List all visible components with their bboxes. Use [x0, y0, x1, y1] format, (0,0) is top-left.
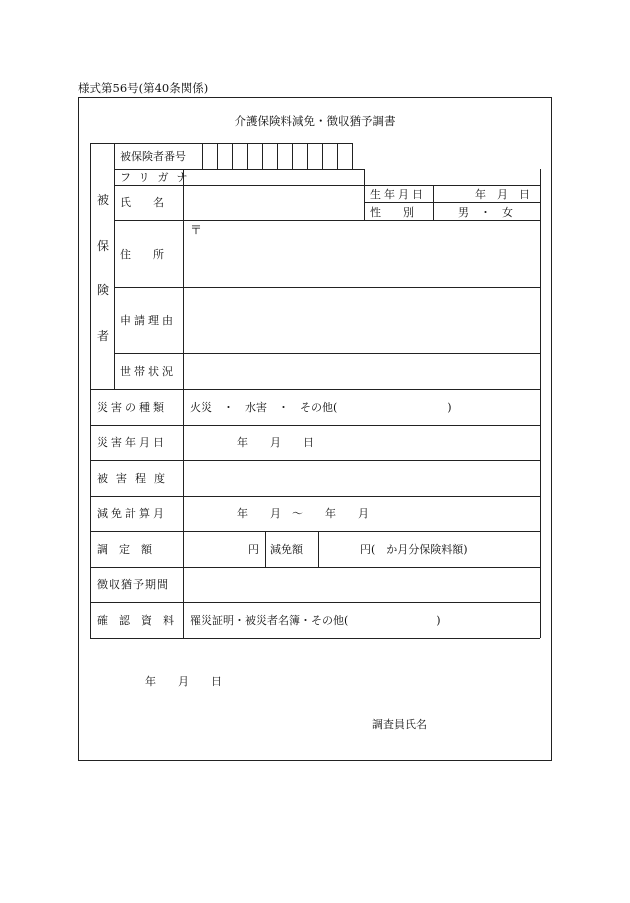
household-label: 世帯状況: [120, 365, 176, 378]
disaster-type-value: 火災 ・ 水害 ・ その他( ): [190, 401, 452, 414]
form-title: 介護保険料減免・徴収猶予調書: [234, 114, 396, 128]
damage-label: 被害程度: [97, 472, 173, 485]
reduction-period-value: 年 月 ～ 年 月: [237, 507, 369, 520]
birth-date-label: 生年月日: [370, 188, 426, 201]
verification-docs-value: 罹災証明・被災者名簿・その他( ): [190, 614, 441, 627]
furigana-label: フリガナ: [120, 171, 196, 184]
footer-date: 年 月 日: [145, 675, 222, 688]
name-label: 氏 名: [120, 196, 164, 209]
insured-side-label-2: 保: [97, 239, 110, 253]
postal-mark-icon: 〒: [190, 223, 203, 237]
birth-date-value: 年 月 日: [475, 188, 530, 201]
insured-side-label-3: 険: [97, 283, 110, 297]
insured-side-label-4: 者: [97, 329, 110, 343]
address-label: 住 所: [120, 248, 164, 261]
sex-label: 性 別: [370, 206, 414, 219]
disaster-date-value: 年 月 日: [237, 436, 314, 449]
sex-value: 男 ・ 女: [458, 206, 513, 219]
reduction-period-label: 減免計算月: [97, 507, 167, 520]
insured-side-label-1: 被: [97, 193, 110, 207]
reason-label: 申請理由: [120, 314, 176, 327]
deferral-period-label: 徴収猶予期間: [97, 578, 169, 591]
disaster-type-label: 災害の種類: [97, 401, 167, 414]
insured-number-label: 被保険者番号: [120, 150, 186, 163]
reduction-amount-value: 円( か月分保険料額): [360, 543, 468, 556]
disaster-date-label: 災害年月日: [97, 436, 167, 449]
form-number: 様式第56号(第40条関係): [78, 81, 209, 95]
inspector-name-label: 調査員氏名: [372, 718, 427, 731]
reduction-amount-label: 減免額: [270, 543, 303, 556]
assessed-amount-unit: 円: [248, 543, 259, 556]
verification-docs-label: 確 認 資 料: [97, 614, 174, 627]
assessed-amount-label: 調 定 額: [97, 543, 152, 556]
